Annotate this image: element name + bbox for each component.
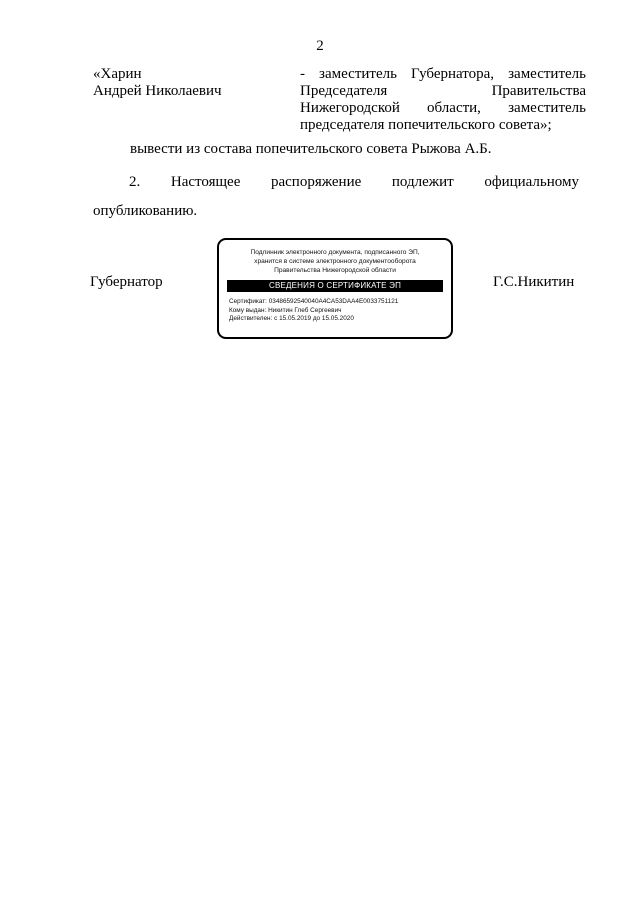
stamp-valid: Действителен: с 15.05.2019 до 15.05.2020 xyxy=(229,315,354,323)
stamp-line3: Правительства Нижегородской области xyxy=(274,267,396,274)
stamp-details xyxy=(229,298,443,324)
clause-2: 2. Настоящее распоряжение подлежит официальному опубликованию. xyxy=(93,174,579,219)
member-name-line1: «Харин xyxy=(93,66,142,82)
stamp-line1: Подлинник электронного документа, подписанного ЭП, xyxy=(250,249,420,256)
stamp-band: СВЕДЕНИЯ О СЕРТИФИКАТЕ ЭП xyxy=(227,280,443,292)
page-number: 2 xyxy=(316,38,324,54)
removal-text: вывести из состава попечительского совета Рыжова А.Б. xyxy=(130,141,492,157)
member-name xyxy=(93,66,273,100)
electronic-signature-stamp xyxy=(217,238,453,339)
signature-name: Г.С.Никитин xyxy=(493,274,575,290)
stamp-issued-to: Кому выдан: Никитин Глеб Сергеевич xyxy=(229,306,342,314)
stamp-certificate: Сертификат: 03486592540040A4CA53DAA4E0033751121 xyxy=(229,298,399,305)
stamp-line2: хранится в системе электронного документооборота xyxy=(254,258,416,265)
stamp-header xyxy=(219,248,451,275)
signature-role: Губернатор xyxy=(90,274,163,290)
member-name-line2: Андрей Николаевич xyxy=(93,83,222,99)
member-role: - заместитель Губернатора, заместитель Председателя Правительства Нижегородской области, заместитель председателя попечительского совета»; xyxy=(300,66,586,133)
